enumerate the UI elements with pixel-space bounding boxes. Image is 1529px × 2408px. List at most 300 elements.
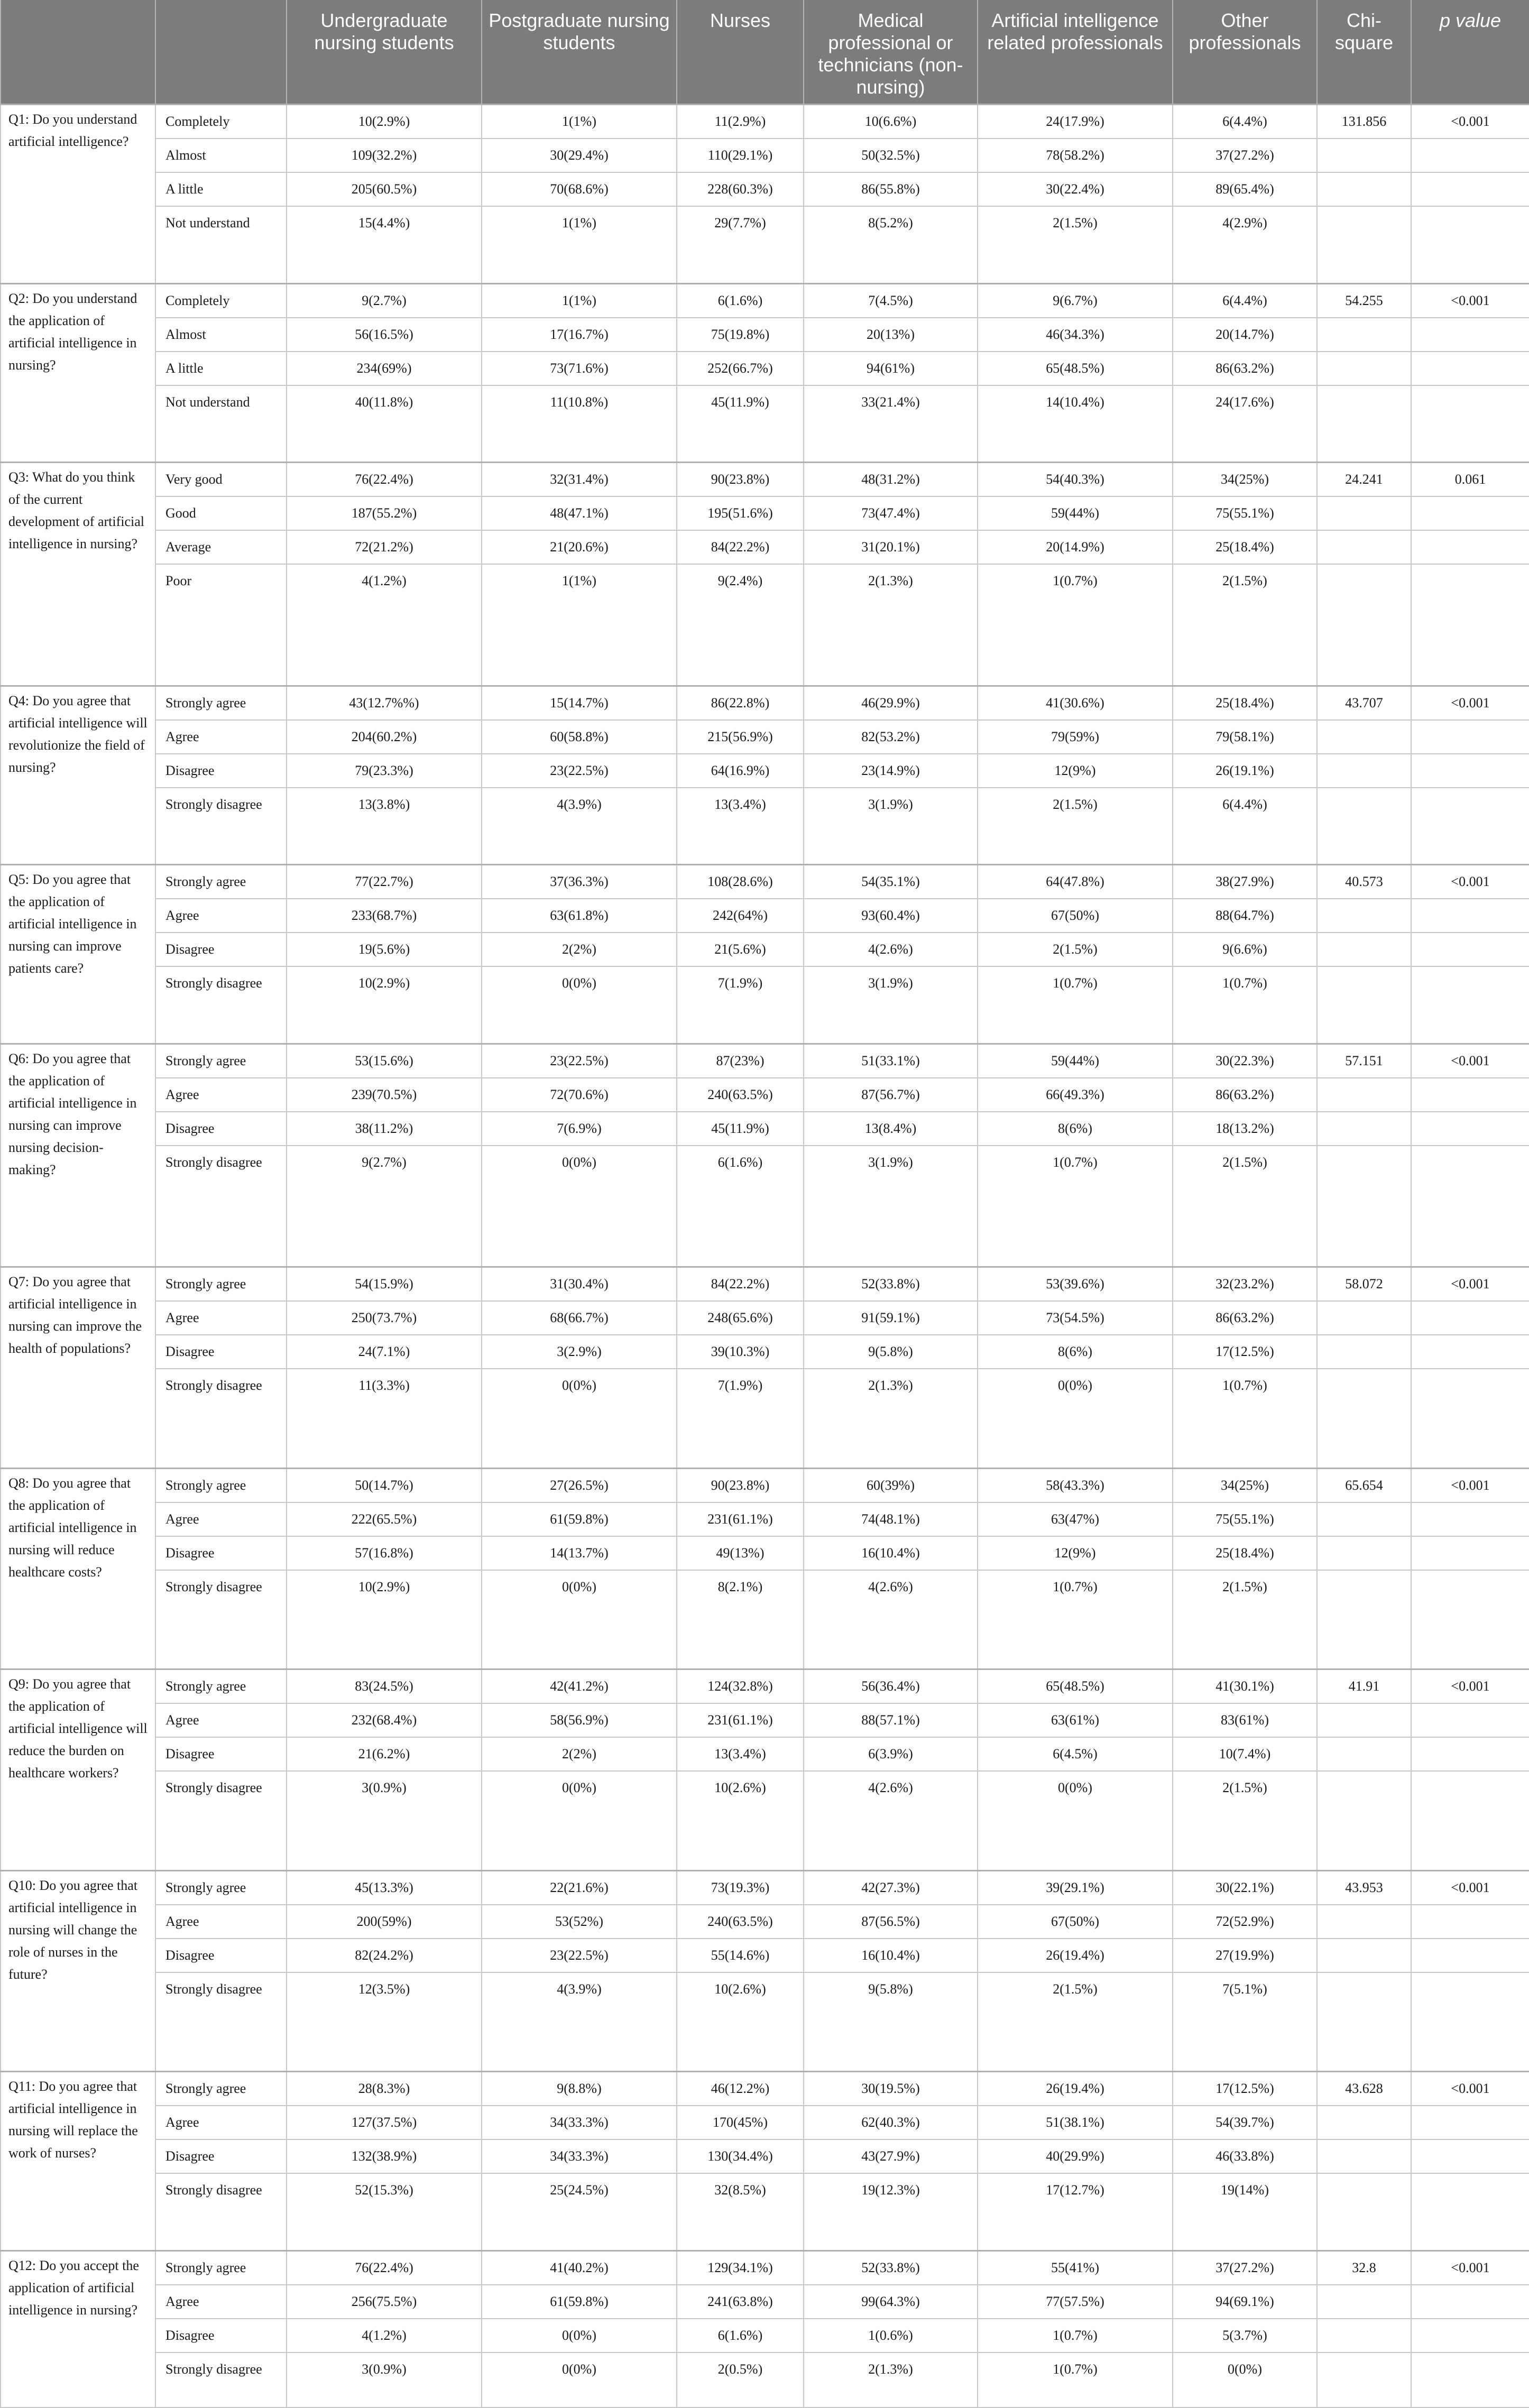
value-cell: 26(19.4%) <box>978 2072 1173 2106</box>
value-cell: 4(2.6%) <box>804 1570 978 1669</box>
value-cell: 37(27.2%) <box>1173 2250 1317 2285</box>
value-cell: 4(1.2%) <box>287 564 482 686</box>
question-cell: Q5: Do you agree that the application of artificial intelligence in nursing can improve patients care? <box>1 865 155 1044</box>
chi-square-cell <box>1317 564 1411 686</box>
table-row <box>1 1669 1529 1704</box>
table-row <box>1 1972 1529 2072</box>
table-row <box>1 318 1529 352</box>
response-label: Strongly disagree <box>155 2173 287 2250</box>
p-value-cell: <0.001 <box>1411 1669 1529 1704</box>
header-nurses: Nurses <box>677 0 804 105</box>
value-cell: 86(22.8%) <box>677 686 804 720</box>
value-cell: 2(1.3%) <box>804 1369 978 1468</box>
value-cell: 7(1.9%) <box>677 966 804 1044</box>
value-cell: 74(48.1%) <box>804 1502 978 1536</box>
value-cell: 1(1%) <box>482 105 677 139</box>
value-cell: 84(22.2%) <box>677 530 804 564</box>
table-row <box>1 1468 1529 1502</box>
value-cell: 30(29.4%) <box>482 139 677 172</box>
value-cell: 32(31.4%) <box>482 463 677 497</box>
p-value-cell: <0.001 <box>1411 865 1529 899</box>
table-row <box>1 1939 1529 1972</box>
value-cell: 200(59%) <box>287 1905 482 1939</box>
table-row <box>1 2285 1529 2319</box>
value-cell: 91(59.1%) <box>804 1301 978 1335</box>
value-cell: 20(14.7%) <box>1173 318 1317 352</box>
p-value-cell <box>1411 2285 1529 2319</box>
header-chi-square: Chi-square <box>1317 0 1411 105</box>
response-label: Completely <box>155 105 287 139</box>
table-row <box>1 788 1529 865</box>
value-cell: 1(1%) <box>482 564 677 686</box>
value-cell: 90(23.8%) <box>677 1468 804 1502</box>
value-cell: 84(22.2%) <box>677 1267 804 1302</box>
table-row <box>1 720 1529 754</box>
value-cell: 1(0.7%) <box>978 2319 1173 2352</box>
value-cell: 21(20.6%) <box>482 530 677 564</box>
value-cell: 24(17.9%) <box>978 105 1173 139</box>
value-cell: 10(6.6%) <box>804 105 978 139</box>
value-cell: 7(1.9%) <box>677 1369 804 1468</box>
value-cell: 250(73.7%) <box>287 1301 482 1335</box>
value-cell: 67(50%) <box>978 1905 1173 1939</box>
question-cell: Q2: Do you understand the application of artificial intelligence in nursing? <box>1 283 155 463</box>
p-value-cell <box>1411 754 1529 788</box>
p-value-cell <box>1411 1112 1529 1146</box>
value-cell: 78(58.2%) <box>978 139 1173 172</box>
value-cell: 12(9%) <box>978 1536 1173 1570</box>
value-cell: 2(1.3%) <box>804 564 978 686</box>
value-cell: 2(1.5%) <box>978 933 1173 966</box>
header-response <box>155 0 287 105</box>
value-cell: 45(11.9%) <box>677 385 804 463</box>
value-cell: 12(3.5%) <box>287 1972 482 2072</box>
chi-square-cell <box>1317 1112 1411 1146</box>
chi-square-cell: 40.573 <box>1317 865 1411 899</box>
value-cell: 34(33.3%) <box>482 2106 677 2139</box>
value-cell: 13(8.4%) <box>804 1112 978 1146</box>
value-cell: 68(66.7%) <box>482 1301 677 1335</box>
value-cell: 64(16.9%) <box>677 754 804 788</box>
value-cell: 4(2.9%) <box>1173 206 1317 283</box>
value-cell: 72(52.9%) <box>1173 1905 1317 1939</box>
value-cell: 0(0%) <box>1173 2352 1317 2407</box>
value-cell: 75(55.1%) <box>1173 1502 1317 1536</box>
value-cell: 130(34.4%) <box>677 2139 804 2173</box>
table-row <box>1 933 1529 966</box>
value-cell: 1(0.7%) <box>1173 1369 1317 1468</box>
p-value-cell <box>1411 1146 1529 1267</box>
value-cell: 59(44%) <box>978 496 1173 530</box>
value-cell: 6(4.5%) <box>978 1737 1173 1771</box>
chi-square-cell: 43.707 <box>1317 686 1411 720</box>
value-cell: 29(7.7%) <box>677 206 804 283</box>
value-cell: 55(14.6%) <box>677 1939 804 1972</box>
chi-square-cell <box>1317 933 1411 966</box>
value-cell: 6(1.6%) <box>677 2319 804 2352</box>
p-value-cell <box>1411 1737 1529 1771</box>
chi-square-cell <box>1317 1905 1411 1939</box>
p-value-cell <box>1411 1905 1529 1939</box>
response-label: Agree <box>155 1078 287 1112</box>
value-cell: 1(0.7%) <box>978 564 1173 686</box>
value-cell: 233(68.7%) <box>287 899 482 933</box>
response-label: Very good <box>155 463 287 497</box>
value-cell: 2(2%) <box>482 933 677 966</box>
value-cell: 27(26.5%) <box>482 1468 677 1502</box>
p-value-cell <box>1411 139 1529 172</box>
response-label: Poor <box>155 564 287 686</box>
value-cell: 10(2.6%) <box>677 1771 804 1870</box>
value-cell: 37(27.2%) <box>1173 139 1317 172</box>
value-cell: 228(60.3%) <box>677 172 804 206</box>
value-cell: 9(2.4%) <box>677 564 804 686</box>
chi-square-cell <box>1317 1939 1411 1972</box>
question-cell: Q11: Do you agree that artificial intelligence in nursing will replace the work of nurses? <box>1 2072 155 2251</box>
table-row <box>1 1112 1529 1146</box>
value-cell: 8(5.2%) <box>804 206 978 283</box>
p-value-cell: <0.001 <box>1411 283 1529 318</box>
value-cell: 57(16.8%) <box>287 1536 482 1570</box>
chi-square-cell <box>1317 1146 1411 1267</box>
value-cell: 3(0.9%) <box>287 1771 482 1870</box>
table-row <box>1 2352 1529 2407</box>
response-label: Disagree <box>155 1737 287 1771</box>
table-row <box>1 865 1529 899</box>
value-cell: 9(5.8%) <box>804 1972 978 2072</box>
header-undergraduate: Undergraduate nursing students <box>287 0 482 105</box>
value-cell: 50(32.5%) <box>804 139 978 172</box>
value-cell: 77(57.5%) <box>978 2285 1173 2319</box>
chi-square-cell: 32.8 <box>1317 2250 1411 2285</box>
chi-square-cell <box>1317 2285 1411 2319</box>
p-value-cell <box>1411 564 1529 686</box>
value-cell: 30(19.5%) <box>804 2072 978 2106</box>
response-label: Strongly disagree <box>155 966 287 1044</box>
value-cell: 30(22.1%) <box>1173 1870 1317 1905</box>
p-value-cell <box>1411 1536 1529 1570</box>
value-cell: 3(0.9%) <box>287 2352 482 2407</box>
p-value-cell <box>1411 2319 1529 2352</box>
table-row <box>1 1737 1529 1771</box>
table-row <box>1 1870 1529 1905</box>
p-value-cell <box>1411 2173 1529 2250</box>
value-cell: 72(70.6%) <box>482 1078 677 1112</box>
p-value-cell: <0.001 <box>1411 1870 1529 1905</box>
value-cell: 0(0%) <box>482 966 677 1044</box>
p-value-cell: <0.001 <box>1411 686 1529 720</box>
response-label: A little <box>155 352 287 385</box>
value-cell: 55(41%) <box>978 2250 1173 2285</box>
value-cell: 33(21.4%) <box>804 385 978 463</box>
table-row <box>1 966 1529 1044</box>
response-label: Agree <box>155 2106 287 2139</box>
value-cell: 19(12.3%) <box>804 2173 978 2250</box>
response-label: Strongly disagree <box>155 1146 287 1267</box>
value-cell: 0(0%) <box>482 1771 677 1870</box>
table-row <box>1 385 1529 463</box>
value-cell: 60(39%) <box>804 1468 978 1502</box>
p-value-cell: <0.001 <box>1411 2250 1529 2285</box>
p-value-cell <box>1411 172 1529 206</box>
table-row <box>1 1536 1529 1570</box>
value-cell: 1(1%) <box>482 206 677 283</box>
table-row <box>1 754 1529 788</box>
value-cell: 52(33.8%) <box>804 1267 978 1302</box>
value-cell: 31(30.4%) <box>482 1267 677 1302</box>
value-cell: 23(14.9%) <box>804 754 978 788</box>
value-cell: 48(47.1%) <box>482 496 677 530</box>
chi-square-cell <box>1317 1502 1411 1536</box>
p-value-cell <box>1411 1703 1529 1737</box>
value-cell: 0(0%) <box>482 1146 677 1267</box>
value-cell: 132(38.9%) <box>287 2139 482 2173</box>
value-cell: 40(29.9%) <box>978 2139 1173 2173</box>
value-cell: 17(12.5%) <box>1173 1335 1317 1369</box>
response-label: Disagree <box>155 1939 287 1972</box>
value-cell: 54(39.7%) <box>1173 2106 1317 2139</box>
value-cell: 0(0%) <box>482 2319 677 2352</box>
value-cell: 58(56.9%) <box>482 1703 677 1737</box>
response-label: Strongly disagree <box>155 788 287 865</box>
value-cell: 26(19.4%) <box>978 1939 1173 1972</box>
value-cell: 6(4.4%) <box>1173 283 1317 318</box>
p-value-cell: 0.061 <box>1411 463 1529 497</box>
value-cell: 16(10.4%) <box>804 1939 978 1972</box>
chi-square-cell <box>1317 139 1411 172</box>
table-row <box>1 463 1529 497</box>
response-label: Agree <box>155 1905 287 1939</box>
p-value-cell <box>1411 1570 1529 1669</box>
value-cell: 54(35.1%) <box>804 865 978 899</box>
value-cell: 9(2.7%) <box>287 283 482 318</box>
p-value-cell: <0.001 <box>1411 1267 1529 1302</box>
table-header <box>1 0 1529 105</box>
value-cell: 30(22.4%) <box>978 172 1173 206</box>
table-row <box>1 1771 1529 1870</box>
chi-square-cell: 58.072 <box>1317 1267 1411 1302</box>
value-cell: 76(22.4%) <box>287 2250 482 2285</box>
table-row <box>1 1369 1529 1468</box>
header-question <box>1 0 155 105</box>
value-cell: 10(7.4%) <box>1173 1737 1317 1771</box>
value-cell: 58(43.3%) <box>978 1468 1173 1502</box>
value-cell: 73(71.6%) <box>482 352 677 385</box>
chi-square-cell <box>1317 2106 1411 2139</box>
value-cell: 99(64.3%) <box>804 2285 978 2319</box>
value-cell: 79(58.1%) <box>1173 720 1317 754</box>
question-cell: Q9: Do you agree that the application of artificial intelligence will reduce the burden on healthcare workers? <box>1 1669 155 1871</box>
value-cell: 7(6.9%) <box>482 1112 677 1146</box>
value-cell: 129(34.1%) <box>677 2250 804 2285</box>
response-label: Disagree <box>155 1335 287 1369</box>
response-label: Strongly agree <box>155 1669 287 1704</box>
response-label: Good <box>155 496 287 530</box>
value-cell: 60(58.8%) <box>482 720 677 754</box>
value-cell: 232(68.4%) <box>287 1703 482 1737</box>
value-cell: 75(19.8%) <box>677 318 804 352</box>
value-cell: 204(60.2%) <box>287 720 482 754</box>
table-row <box>1 1905 1529 1939</box>
value-cell: 34(25%) <box>1173 463 1317 497</box>
chi-square-cell <box>1317 1771 1411 1870</box>
value-cell: 83(24.5%) <box>287 1669 482 1704</box>
value-cell: 4(2.6%) <box>804 1771 978 1870</box>
response-label: Not understand <box>155 385 287 463</box>
value-cell: 54(15.9%) <box>287 1267 482 1302</box>
value-cell: 87(56.7%) <box>804 1078 978 1112</box>
value-cell: 10(2.9%) <box>287 105 482 139</box>
value-cell: 20(13%) <box>804 318 978 352</box>
value-cell: 65(48.5%) <box>978 352 1173 385</box>
table-row <box>1 2319 1529 2352</box>
value-cell: 59(44%) <box>978 1044 1173 1078</box>
value-cell: 2(1.3%) <box>804 2352 978 2407</box>
chi-square-cell <box>1317 496 1411 530</box>
response-label: Strongly agree <box>155 2072 287 2106</box>
value-cell: 9(6.7%) <box>978 283 1173 318</box>
chi-square-cell <box>1317 2173 1411 2250</box>
value-cell: 9(8.8%) <box>482 2072 677 2106</box>
value-cell: 72(21.2%) <box>287 530 482 564</box>
value-cell: 66(49.3%) <box>978 1078 1173 1112</box>
table-row <box>1 139 1529 172</box>
value-cell: 25(18.4%) <box>1173 686 1317 720</box>
response-label: Disagree <box>155 933 287 966</box>
value-cell: 242(64%) <box>677 899 804 933</box>
value-cell: 108(28.6%) <box>677 865 804 899</box>
value-cell: 124(32.8%) <box>677 1669 804 1704</box>
value-cell: 43(12.7%%) <box>287 686 482 720</box>
chi-square-cell <box>1317 2319 1411 2352</box>
value-cell: 61(59.8%) <box>482 1502 677 1536</box>
value-cell: 37(36.3%) <box>482 865 677 899</box>
response-label: Strongly disagree <box>155 1369 287 1468</box>
p-value-cell <box>1411 206 1529 283</box>
value-cell: 39(10.3%) <box>677 1335 804 1369</box>
p-value-cell <box>1411 966 1529 1044</box>
response-label: Agree <box>155 2285 287 2319</box>
value-cell: 22(21.6%) <box>482 1870 677 1905</box>
p-value-cell <box>1411 933 1529 966</box>
table-row <box>1 2106 1529 2139</box>
response-label: Agree <box>155 1703 287 1737</box>
value-cell: 13(3.4%) <box>677 1737 804 1771</box>
value-cell: 5(3.7%) <box>1173 2319 1317 2352</box>
chi-square-cell <box>1317 1737 1411 1771</box>
value-cell: 41(30.6%) <box>978 686 1173 720</box>
value-cell: 56(36.4%) <box>804 1669 978 1704</box>
header-p-value: p value <box>1411 0 1529 105</box>
question-cell: Q6: Do you agree that the application of artificial intelligence in nursing can improve nursing decision-making? <box>1 1044 155 1267</box>
chi-square-cell <box>1317 206 1411 283</box>
table-row <box>1 2072 1529 2106</box>
value-cell: 17(12.5%) <box>1173 2072 1317 2106</box>
value-cell: 40(11.8%) <box>287 385 482 463</box>
value-cell: 2(1.5%) <box>1173 1146 1317 1267</box>
value-cell: 4(1.2%) <box>287 2319 482 2352</box>
value-cell: 94(61%) <box>804 352 978 385</box>
chi-square-cell <box>1317 352 1411 385</box>
table-row <box>1 899 1529 933</box>
value-cell: 53(39.6%) <box>978 1267 1173 1302</box>
value-cell: 65(48.5%) <box>978 1669 1173 1704</box>
value-cell: 1(1%) <box>482 283 677 318</box>
response-label: Agree <box>155 899 287 933</box>
response-label: Strongly agree <box>155 1468 287 1502</box>
value-cell: 25(18.4%) <box>1173 530 1317 564</box>
p-value-cell <box>1411 1939 1529 1972</box>
p-value-cell <box>1411 899 1529 933</box>
value-cell: 49(13%) <box>677 1536 804 1570</box>
value-cell: 9(2.7%) <box>287 1146 482 1267</box>
response-label: Strongly agree <box>155 865 287 899</box>
table-row <box>1 530 1529 564</box>
p-value-cell <box>1411 2139 1529 2173</box>
question-cell: Q3: What do you think of the current development of artificial intelligence in nursing? <box>1 463 155 686</box>
value-cell: 2(1.5%) <box>978 206 1173 283</box>
value-cell: 89(65.4%) <box>1173 172 1317 206</box>
value-cell: 53(15.6%) <box>287 1044 482 1078</box>
value-cell: 17(12.7%) <box>978 2173 1173 2250</box>
response-label: Strongly disagree <box>155 1972 287 2072</box>
response-label: Strongly agree <box>155 1870 287 1905</box>
value-cell: 13(3.8%) <box>287 788 482 865</box>
value-cell: 41(40.2%) <box>482 2250 677 2285</box>
table-row <box>1 105 1529 139</box>
question-cell: Q7: Do you agree that artificial intelligence in nursing can improve the health of populations? <box>1 1267 155 1469</box>
value-cell: 6(3.9%) <box>804 1737 978 1771</box>
value-cell: 45(11.9%) <box>677 1112 804 1146</box>
value-cell: 0(0%) <box>978 1369 1173 1468</box>
value-cell: 82(24.2%) <box>287 1939 482 1972</box>
value-cell: 256(75.5%) <box>287 2285 482 2319</box>
value-cell: 21(5.6%) <box>677 933 804 966</box>
value-cell: 23(22.5%) <box>482 1939 677 1972</box>
response-label: Agree <box>155 1301 287 1335</box>
table-body <box>1 105 1529 2407</box>
chi-square-cell <box>1317 2352 1411 2407</box>
value-cell: 13(3.4%) <box>677 788 804 865</box>
question-cell: Q1: Do you understand artificial intelligence? <box>1 105 155 284</box>
value-cell: 0(0%) <box>482 1369 677 1468</box>
value-cell: 76(22.4%) <box>287 463 482 497</box>
p-value-cell <box>1411 2106 1529 2139</box>
value-cell: 34(33.3%) <box>482 2139 677 2173</box>
value-cell: 32(23.2%) <box>1173 1267 1317 1302</box>
value-cell: 10(2.6%) <box>677 1972 804 2072</box>
value-cell: 94(69.1%) <box>1173 2285 1317 2319</box>
value-cell: 6(4.4%) <box>1173 788 1317 865</box>
response-label: Completely <box>155 283 287 318</box>
value-cell: 0(0%) <box>482 2352 677 2407</box>
value-cell: 3(1.9%) <box>804 1146 978 1267</box>
value-cell: 1(0.7%) <box>978 966 1173 1044</box>
chi-square-cell <box>1317 1570 1411 1669</box>
value-cell: 24(7.1%) <box>287 1335 482 1369</box>
p-value-cell <box>1411 1502 1529 1536</box>
table-row <box>1 1267 1529 1302</box>
header-row <box>1 0 1529 105</box>
chi-square-cell <box>1317 172 1411 206</box>
p-value-cell: <0.001 <box>1411 105 1529 139</box>
response-label: Strongly agree <box>155 686 287 720</box>
value-cell: 127(37.5%) <box>287 2106 482 2139</box>
response-label: Strongly agree <box>155 1267 287 1302</box>
value-cell: 215(56.9%) <box>677 720 804 754</box>
value-cell: 48(31.2%) <box>804 463 978 497</box>
value-cell: 1(0.7%) <box>978 2352 1173 2407</box>
